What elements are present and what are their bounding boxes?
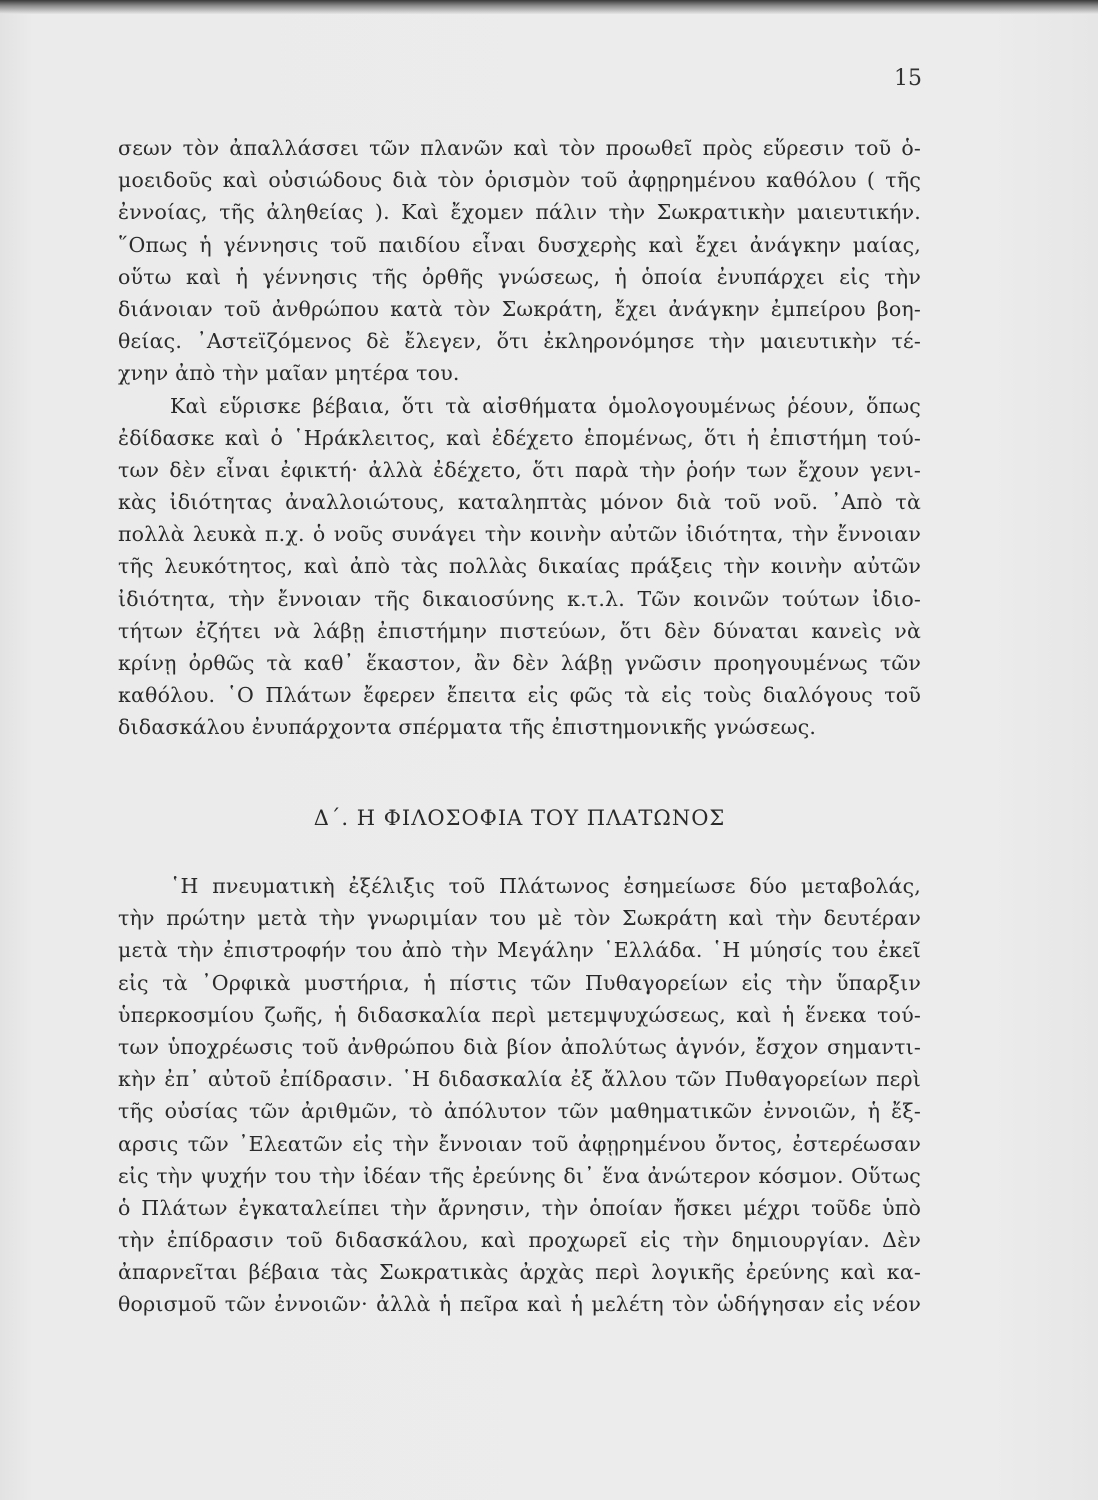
page-number: 15 xyxy=(894,66,922,91)
text-line: ὑπερκοσμίου ζωῆς, ἡ διδασκαλία περὶ μετεμψυχώσεως, καὶ ἡ ἕνεκα τού- xyxy=(118,1002,921,1027)
text-line: θείας. ᾿Αστεϊζόμενος δὲ ἔλεγεν, ὅτι ἐκληρονόμησε τὴν μαιευτικὴν τέ- xyxy=(118,329,921,354)
text-line: χνην ἀπὸ τὴν μαῖαν μητέρα του. xyxy=(118,361,460,386)
text-line: ἰδιότητα, τὴν ἔννοιαν τῆς δικαιοσύνης κ.τ.λ. Τῶν κοινῶν τούτων ἰδιο- xyxy=(118,586,921,611)
text-line: μετὰ τὴν ἐπιστροφήν του ἀπὸ τὴν Μεγάλην ῾Ελλάδα. ῾Η μύησίς του ἐκεῖ xyxy=(118,938,921,963)
text-line: διδασκάλου ἐνυπάρχοντα σπέρματα τῆς ἐπιστημονικῆς γνώσεως. xyxy=(118,715,817,740)
text-line: διάνοιαν τοῦ ἀνθρώπου κατὰ τὸν Σωκράτη, ἔχει ἀνάγκην ἐμπείρου βοη- xyxy=(118,296,921,321)
text-line: τήτων ἐζήτει νὰ λάβῃ ἐπιστήμην πιστεύων, ὅτι δὲν δύναται κανεὶς νὰ xyxy=(118,618,921,643)
text-line: Καὶ εὕρισκε βέβαια, ὅτι τὰ αἰσθήματα ὁμολογουμένως ῥέουν, ὅπως xyxy=(170,393,921,418)
text-line: των ὑποχρέωσις τοῦ ἀνθρώπου διὰ βίον ἀπολύτως ἁγνόν, ἔσχον σημαντι- xyxy=(118,1034,921,1059)
text-line: καθόλου. ῾Ο Πλάτων ἔφερεν ἔπειτα εἰς φῶς τὰ εἰς τοὺς διαλόγους τοῦ xyxy=(118,683,921,708)
text-line: εἰς τὰ ᾿Ορφικὰ μυστήρια, ἡ πίστις τῶν Πυθαγορείων εἰς τὴν ὕπαρξιν xyxy=(118,970,921,995)
text-line: τῆς οὐσίας τῶν ἀριθμῶν, τὸ ἀπόλυτον τῶν μαθηματικῶν ἐννοιῶν, ἡ ἔξ- xyxy=(118,1099,921,1124)
text-line: σεων τὸν ἀπαλλάσσει τῶν πλανῶν καὶ τὸν προωθεῖ πρὸς εὕρεσιν τοῦ ὁ- xyxy=(118,136,921,160)
text-line: πολλὰ λευκὰ π.χ. ὁ νοῦς συνάγει τὴν κοινὴν αὐτῶν ἰδιότητα, τὴν ἔννοιαν xyxy=(118,522,921,547)
text-line: ὁ Πλάτων ἐγκαταλείπει τὴν ἄρνησιν, τὴν ὁποίαν ἤσκει μέχρι τοῦδε ὑπὸ xyxy=(118,1195,921,1220)
text-line: των δὲν εἶναι ἐφικτή· ἀλλὰ ἐδέχετο, ὅτι παρὰ τὴν ῥοήν των ἔχουν γενι- xyxy=(118,457,921,482)
text-line: τὴν ἐπίδρασιν τοῦ διδασκάλου, καὶ προχωρεῖ εἰς τὴν δημιουργίαν. Δὲν xyxy=(118,1228,921,1253)
section-heading: Δ΄. Η ΦΙΛΟΣΟΦΙΑ ΤΟΥ ΠΛΑΤΩΝΟΣ xyxy=(313,806,726,830)
text-line: ῾Η πνευματικὴ ἐξέλιξις τοῦ Πλάτωνος ἐσημείωσε δύο μεταβολάς, xyxy=(170,874,921,898)
page-top-edge xyxy=(0,0,1098,14)
text-line: ἐδίδασκε καὶ ὁ ῾Ηράκλειτος, καὶ ἐδέχετο ἑπομένως, ὅτι ἡ ἐπιστήμη τού- xyxy=(118,425,921,450)
text-line: κὰς ἰδιότητας ἀναλλοιώτους, καταληπτὰς μόνον διὰ τοῦ νοῦ. ᾿Απὸ τὰ xyxy=(118,490,921,515)
text-line: εἰς τὴν ψυχήν του τὴν ἰδέαν τῆς ἐρεύνης δι᾿ ἕνα ἀνώτερον κόσμον. Οὕτως xyxy=(118,1163,921,1188)
text-line: μοειδοῦς καὶ οὐσιώδους διὰ τὸν ὁρισμὸν τοῦ ἀφῃρημένου καθόλου ( τῆς xyxy=(118,168,921,193)
text-line: ἀπαρνεῖται βέβαια τὰς Σωκρατικὰς ἀρχὰς περὶ λογικῆς ἐρεύνης καὶ κα- xyxy=(118,1260,921,1285)
text-line: κὴν ἐπ᾿ αὐτοῦ ἐπίδρασιν. ῾Η διδασκαλία ἐξ ἄλλου τῶν Πυθαγορείων περὶ xyxy=(118,1067,921,1092)
text-line: τὴν πρώτην μετὰ τὴν γνωριμίαν του μὲ τὸν Σωκράτη καὶ τὴν δευτέραν xyxy=(118,906,921,931)
paragraph-block-1 xyxy=(118,132,921,744)
text-line: ἐννοίας, τῆς ἀληθείας ). Καὶ ἔχομεν πάλιν τὴν Σωκρατικὴν μαιευτικήν. xyxy=(118,200,921,225)
text-line: θορισμοῦ τῶν ἐννοιῶν· ἀλλὰ ἡ πεῖρα καὶ ἡ μελέτη τὸν ὡδήγησαν εἰς νέον xyxy=(118,1292,921,1317)
text-line: τῆς λευκότητος, καὶ ἀπὸ τὰς πολλὰς δικαίας πράξεις τὴν κοινὴν αὐτῶν xyxy=(118,554,921,579)
text-line: κρίνῃ ὀρθῶς τὰ καθ᾿ ἕκαστον, ἂν δὲν λάβῃ γνῶσιν προηγουμένως τῶν xyxy=(118,651,921,675)
text-line: αρσις τῶν ᾿Ελεατῶν εἰς τὴν ἔννοιαν τοῦ ἀφῃρημένου ὄντος, ἐστερέωσαν xyxy=(118,1131,921,1156)
paragraph-block-2 xyxy=(118,870,921,1321)
text-line: οὕτω καὶ ἡ γέννησις τῆς ὀρθῆς γνώσεως, ἡ ὁποία ἐνυπάρχει εἰς τὴν xyxy=(118,264,921,289)
text-line: ῞Οπως ἡ γέννησις τοῦ παιδίου εἶναι δυσχερὴς καὶ ἔχει ἀνάγκην μαίας, xyxy=(118,232,921,257)
